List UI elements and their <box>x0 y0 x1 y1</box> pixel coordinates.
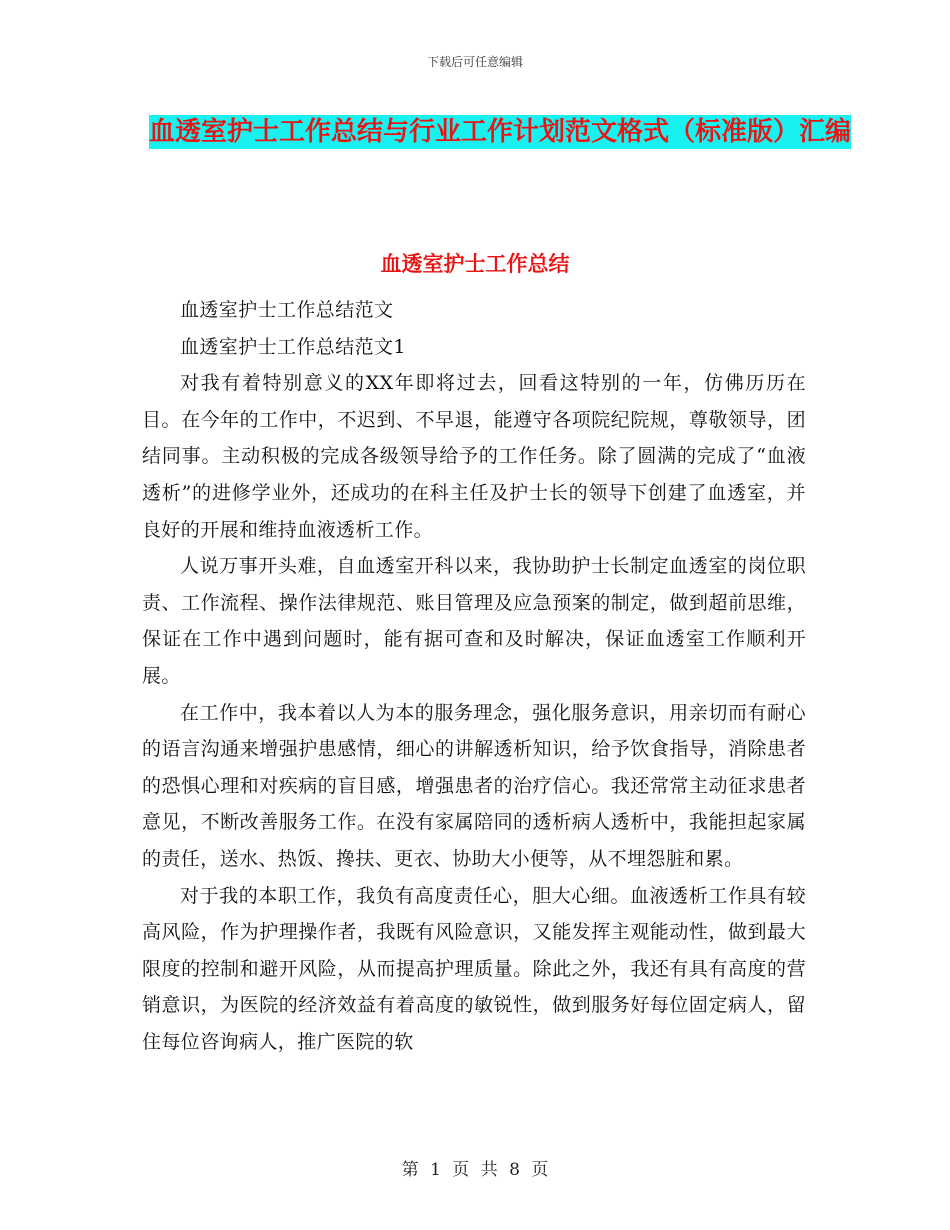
paragraph: 对我有着特别意义的XX年即将过去，回看这特别的一年，仿佛历历在目。在今年的工作中，不迟到、不早退，能遵守各项院纪院规，尊敬领导，团结同事。主动积极的完成各级领导给予的工作任务。除了圆满的完成了“血液透析”的进修学业外，还成功的在科主任及护士长的领导下创建了血透室，并良好的开展和维持血液透析工作。 <box>142 372 806 541</box>
section-title: 血透室护士工作总结 <box>380 252 570 276</box>
paragraph: 对于我的本职工作，我负有高度责任心，胆大心细。血液透析工作具有较高风险，作为护理操作者，我既有风险意识，又能发挥主观能动性，做到最大限度的控制和避开风险，从而提高护理质量。除此之外，我还有具有高度的营销意识，为医院的经济效益有着高度的敏锐性，做到服务好每位固定病人，留住每位咨询病人，推广医院的软 <box>142 884 806 1053</box>
paragraph: 在工作中，我本着以人为本的服务理念，强化服务意识，用亲切而有耐心的语言沟通来增强护患感情，细心的讲解透析知识，给予饮食指导，消除患者的恐惧心理和对疾病的盲目感，增强患者的治疗信心。我还常常主动征求患者意见，不断改善服务工作。在没有家属陪同的透析病人透析中，我能担起家属的责任，送水、热饭、搀扶、更衣、协助大小便等，从不埋怨脏和累。 <box>142 701 806 870</box>
paragraph: 人说万事开头难，自血透室开科以来，我协助护士长制定血透室的岗位职责、工作流程、操作法律规范、账目管理及应急预案的制定，做到超前思维，保证在工作中遇到问题时，能有据可查和及时解决，保证血透室工作顺利开展。 <box>142 555 806 687</box>
paragraph-subtitle: 血透室护士工作总结范文 <box>180 299 394 321</box>
page-header-note: 下载后可任意编辑 <box>426 55 523 69</box>
paragraph-subtitle-1: 血透室护士工作总结范文1 <box>180 335 406 358</box>
page-footer: 第 1 页 共 8 页 <box>401 1160 549 1180</box>
document-title <box>140 108 860 156</box>
document-title-text: 血透室护士工作总结与行业工作计划范文格式（标准版）汇编 <box>148 117 851 147</box>
document-body <box>142 292 806 1060</box>
